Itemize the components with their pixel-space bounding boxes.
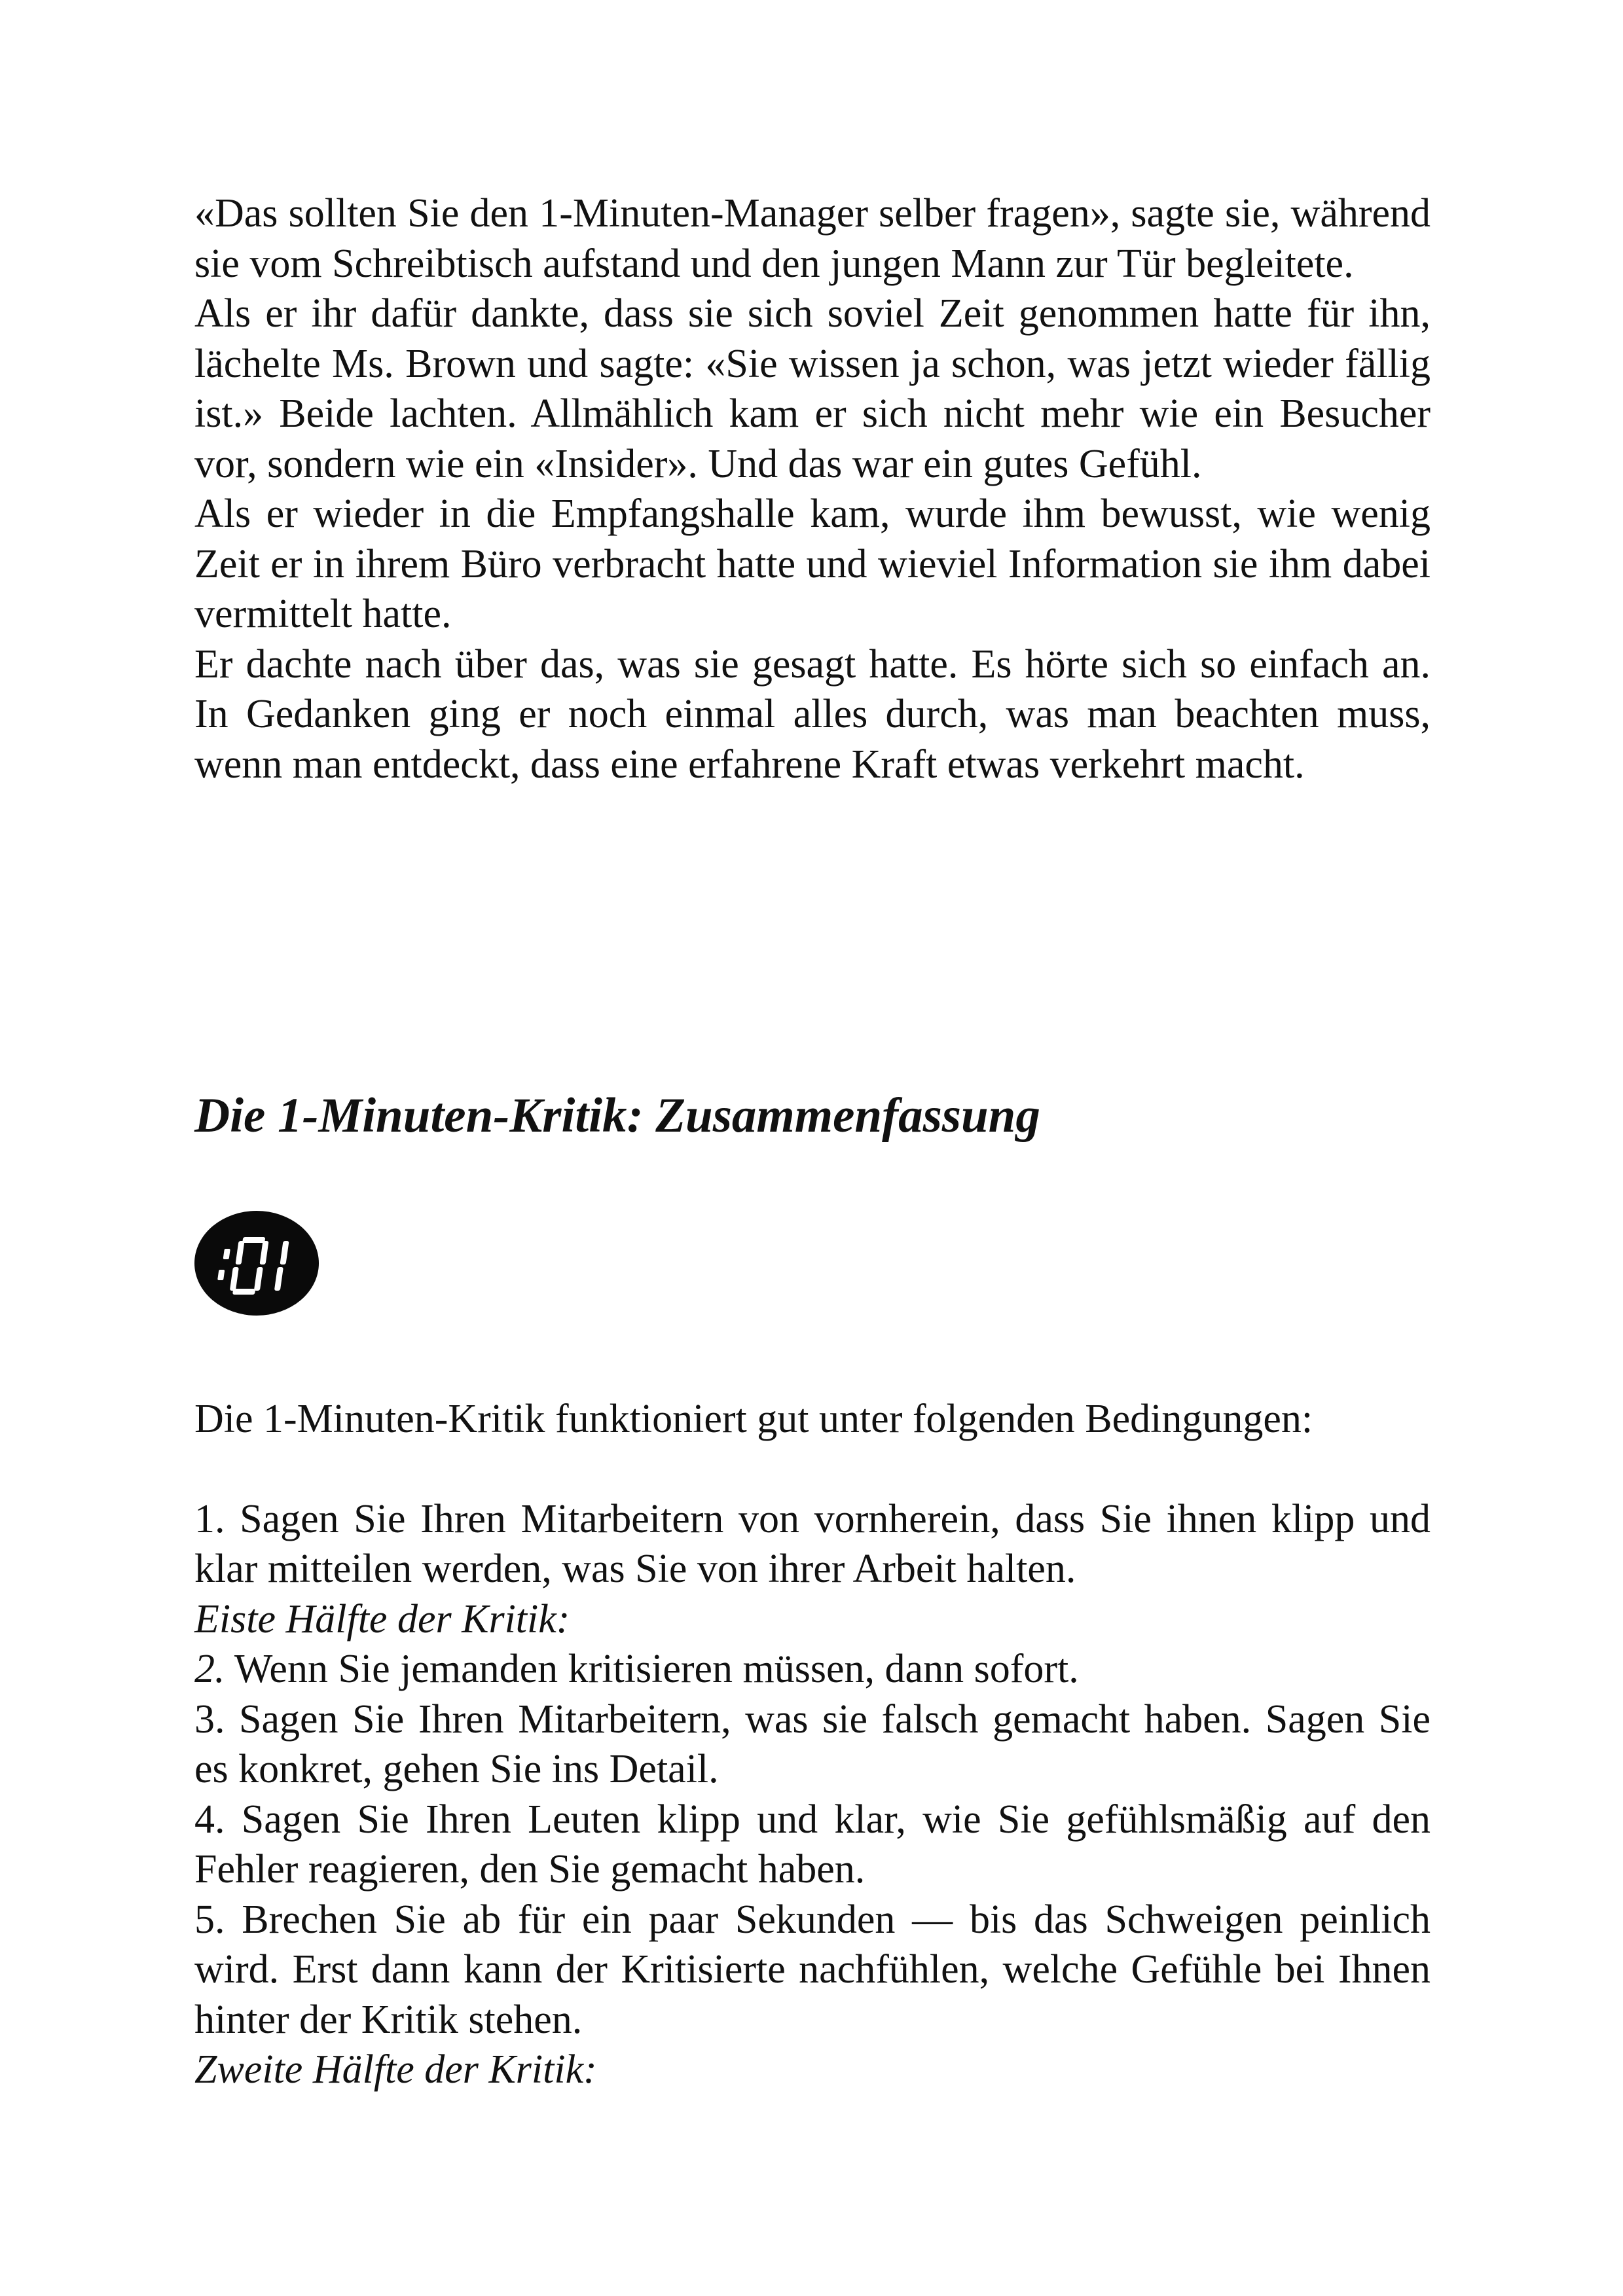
list-item: [194, 1644, 1431, 1695]
second-half-label: Zweite Hälfte der Kritik:: [194, 2047, 597, 2092]
paragraph: Er dachte nach über das, was sie gesagt hatte. Es hörte sich so einfach an. In Gedanken ging er noch einmal alles durch, was man beachten muss, wenn man entdeckt, dass eine erfahrene Kraft etwas verkehrt macht.: [194, 641, 1431, 787]
paragraph: Als er ihr dafür dankte, dass sie sich soviel Zeit genommen hatte für ihn, lächelte Ms. Brown und sagte: «Sie wissen ja schon, was jetzt wieder fällig ist.» Beide lachten. Allmählich kam er sich nicht mehr wie ein Besucher vor, sondern wie ein «Insider». Und das war ein gutes Gefühl.: [194, 291, 1431, 486]
paragraph: «Das sollten Sie den 1-Minuten-Manager selber fragen», sagte sie, während sie vom Schreibtisch aufstand und den jungen Mann zur Tür begleitete.: [194, 191, 1431, 286]
list-item: 4. Sagen Sie Ihren Leuten klipp und klar, wie Sie gefühlsmäßig auf den Fehler reagieren, den Sie gemacht haben.: [194, 1797, 1431, 1892]
summary-list: [194, 1394, 1431, 2095]
paragraph: Als er wieder in die Empfangshalle kam, wurde ihm bewusst, wie wenig Zeit er in ihrem Büro verbracht hatte und wieviel Information sie ihm dabei vermittelt hatte.: [194, 492, 1431, 636]
timer-digits-graphic: [194, 1211, 319, 1316]
section-heading: Die 1-Minuten-Kritik: Zusammenfassung: [194, 1088, 1040, 1143]
summary-intro: Die 1-Minuten-Kritik funktioniert gut unter folgenden Bedingungen:: [194, 1397, 1313, 1441]
item-text: Wenn Sie jemanden kritisieren müssen, dann sofort.: [225, 1647, 1079, 1691]
list-item: 1. Sagen Sie Ihren Mitarbeitern von vornherein, dass Sie ihnen klipp und klar mitteilen werden, was Sie von ihrer Arbeit halten.: [194, 1496, 1431, 1591]
item-number: 2.: [194, 1647, 225, 1691]
list-item: 3. Sagen Sie Ihren Mitarbeitern, was sie falsch gemacht haben. Sagen Sie es konkret, gehen Sie ins Detail.: [194, 1696, 1431, 1791]
list-item: 5. Brechen Sie ab für ein paar Sekunden — bis das Schweigen peinlich wird. Erst dann kann der Kritisierte nachfühlen, welche Gefühle bei Ihnen hinter der Kritik stehen.: [194, 1897, 1431, 2042]
first-half-label: Eiste Hälfte der Kritik:: [194, 1596, 570, 1641]
narrative-text: [194, 188, 1431, 789]
minute-timer-icon: [194, 1211, 319, 1316]
